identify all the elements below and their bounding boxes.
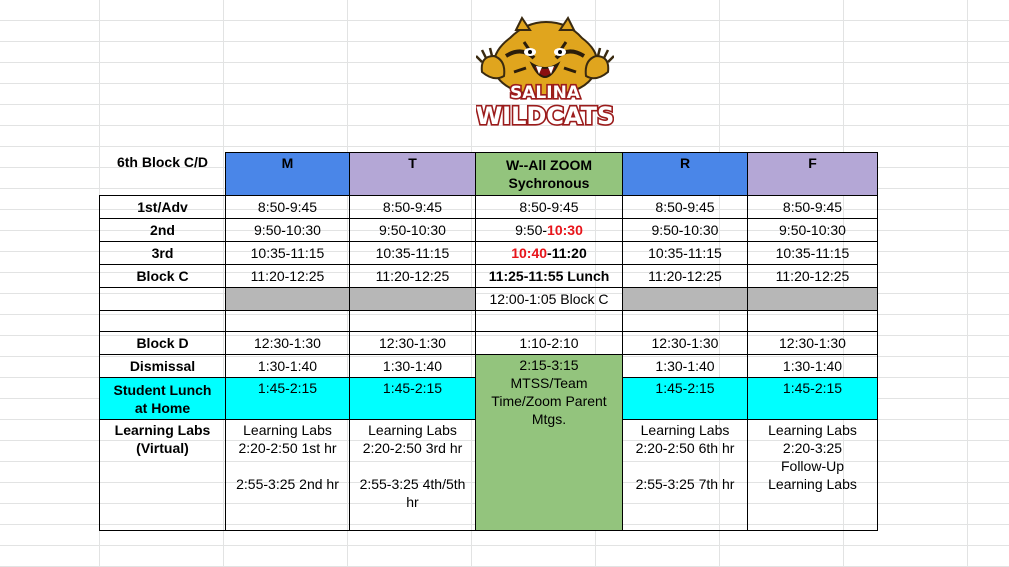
blank-row-w <box>475 310 623 332</box>
row-label-block-c: Block C <box>99 264 226 288</box>
cell-block-d-w: 1:10-2:10 <box>475 331 623 355</box>
header-monday: M <box>225 152 350 196</box>
cell-2nd-w: 9:50-10:30 <box>475 218 623 242</box>
cell-dismissal-t: 1:30-1:40 <box>349 354 476 378</box>
blank-row-label <box>99 310 226 332</box>
row-label-block-d: Block D <box>99 331 226 355</box>
cell-3rd-m: 10:35-11:15 <box>225 241 350 265</box>
cell-1st-adv-r: 8:50-9:45 <box>622 195 748 219</box>
row-label-1st-adv: 1st/Adv <box>99 195 226 219</box>
cell-block-d-r: 12:30-1:30 <box>622 331 748 355</box>
cell-extra-r <box>622 287 748 311</box>
cell-2nd-f: 9:50-10:30 <box>747 218 878 242</box>
row-label-student-lunch: Student Lunch at Home <box>99 377 226 420</box>
header-friday: F <box>747 152 878 196</box>
cell-block-c-f: 11:20-12:25 <box>747 264 878 288</box>
cell-dismissal-f: 1:30-1:40 <box>747 354 878 378</box>
blank-row-r <box>622 310 748 332</box>
cell-3rd-t: 10:35-11:15 <box>349 241 476 265</box>
cell-student-lunch-m: 1:45-2:15 <box>225 377 350 420</box>
cell-3rd-f: 10:35-11:15 <box>747 241 878 265</box>
cell-block-c-m: 11:20-12:25 <box>225 264 350 288</box>
cell-3rd-r: 10:35-11:15 <box>622 241 748 265</box>
corner-label: 6th Block C/D <box>99 152 226 196</box>
cell-wednesday-afternoon: 2:15-3:15 MTSS/Team Time/Zoom Parent Mtgs. <box>475 354 623 531</box>
wildcats-logo <box>476 16 614 132</box>
cell-1st-adv-f: 8:50-9:45 <box>747 195 878 219</box>
cell-student-lunch-f: 1:45-2:15 <box>747 377 878 420</box>
blank-row-f <box>747 310 878 332</box>
cell-block-d-m: 12:30-1:30 <box>225 331 350 355</box>
row-label-dismissal: Dismissal <box>99 354 226 378</box>
cell-student-lunch-t: 1:45-2:15 <box>349 377 476 420</box>
cell-learning-labs-m: Learning Labs 2:20-2:50 1st hr 2:55-3:25 2nd hr <box>225 419 350 531</box>
cell-extra-f <box>747 287 878 311</box>
header-thursday: R <box>622 152 748 196</box>
logo-line-salina: SALINA <box>510 83 580 103</box>
cell-extra-t <box>349 287 476 311</box>
row-label-3rd: 3rd <box>99 241 226 265</box>
cell-block-d-f: 12:30-1:30 <box>747 331 878 355</box>
cell-learning-labs-t: Learning Labs 2:20-2:50 3rd hr 2:55-3:25 4th/5th hr <box>349 419 476 531</box>
header-wednesday: W--All ZOOM Sychronous <box>475 152 623 196</box>
row-label-2nd: 2nd <box>99 218 226 242</box>
cell-1st-adv-t: 8:50-9:45 <box>349 195 476 219</box>
cell-dismissal-r: 1:30-1:40 <box>622 354 748 378</box>
cell-student-lunch-r: 1:45-2:15 <box>622 377 748 420</box>
row-label-learning-labs: Learning Labs (Virtual) <box>99 419 226 531</box>
cell-1st-adv-m: 8:50-9:45 <box>225 195 350 219</box>
row-label-extra <box>99 287 226 311</box>
cell-extra-w: 12:00-1:05 Block C <box>475 287 623 311</box>
cell-3rd-w: 10:40-11:20 <box>475 241 623 265</box>
cell-2nd-r: 9:50-10:30 <box>622 218 748 242</box>
cell-learning-labs-r: Learning Labs 2:20-2:50 6th hr 2:55-3:25 7th hr <box>622 419 748 531</box>
cell-block-c-r: 11:20-12:25 <box>622 264 748 288</box>
cell-2nd-m: 9:50-10:30 <box>225 218 350 242</box>
cell-block-d-t: 12:30-1:30 <box>349 331 476 355</box>
header-tuesday: T <box>349 152 476 196</box>
cell-extra-m <box>225 287 350 311</box>
cell-learning-labs-f: Learning Labs 2:20-3:25 Follow-Up Learning Labs <box>747 419 878 531</box>
blank-row-m <box>225 310 350 332</box>
cell-block-c-w: 11:25-11:55 Lunch <box>475 264 623 288</box>
cell-dismissal-m: 1:30-1:40 <box>225 354 350 378</box>
blank-row-t <box>349 310 476 332</box>
cell-1st-adv-w: 8:50-9:45 <box>475 195 623 219</box>
cell-block-c-t: 11:20-12:25 <box>349 264 476 288</box>
logo-line-wildcats: WILDCATS <box>476 102 614 130</box>
cell-2nd-t: 9:50-10:30 <box>349 218 476 242</box>
